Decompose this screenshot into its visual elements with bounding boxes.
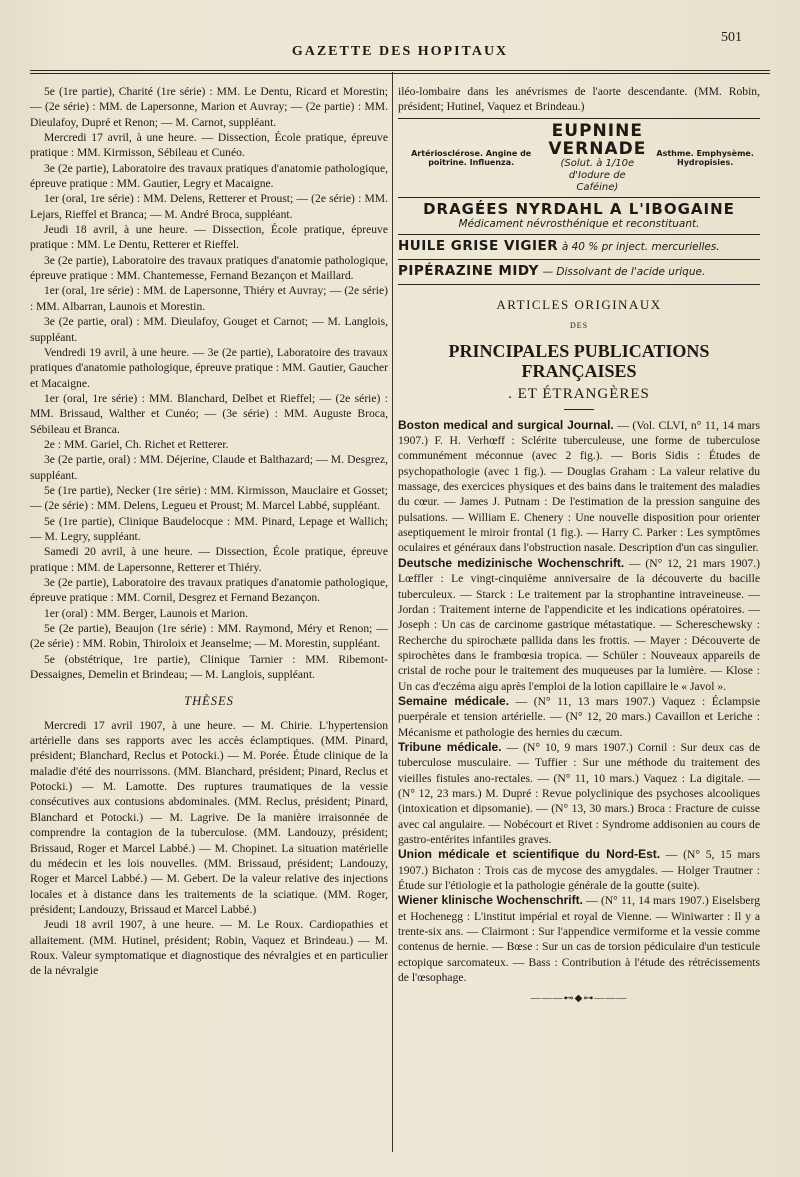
ad-dragees-brand: DRAGÉES NYRDAHL A L'IBOGAINE [423, 199, 735, 218]
schedule-paragraph: 1er (oral) : MM. Berger, Launois et Marion. [44, 606, 249, 620]
schedule-paragraph: 1er (oral, 1re série) : MM. Delens, Retterer et Proust; — (2e série) : MM. Lejars, Rieffel et Branca; — M. André Broca, suppléant. [30, 192, 388, 221]
publication-entry [398, 847, 760, 893]
section-heading [398, 297, 760, 410]
ad-eupnine-brand: EUPNINE VERNADE [548, 120, 647, 159]
schedule-paragraph: 3e (2e partie, oral) : MM. Dieulafoy, Gouget et Carnot; — M. Langlois, suppléant. [30, 315, 388, 344]
header-rule [30, 70, 770, 71]
schedule-paragraph: 5e (1re partie), Charité (1re série) : MM. Le Dentu, Ricard et Morestin; — (2e série) : MM. de Lapersonne, Marion et Auvray; — (2e partie) : MM. Dieulafoy, Dupré et Renon; — M. Carnot, suppléant. [30, 85, 388, 129]
journal-name: Wiener klinische Wochenschrift. [398, 893, 583, 908]
schedule-paragraph: 3e (2e partie), Laboratoire des travaux pratiques d'anatomie pathologique, épreuve pratique : MM. Chantemesse, Fernand Bezançon et Maillard. [30, 253, 388, 283]
schedule-paragraph: Mercredi 17 avril, à une heure. — Dissection, École pratique, épreuve pratique : MM. Kirmisson, Sébileau et Cunéo. [30, 131, 388, 160]
schedule-paragraph: Vendredi 19 avril, à une heure. — 3e (2e partie), Laboratoire des travaux pratiques d'anatomie pathologique, épreuve pratique : MM. Gautier, Gaucher et Macaigne. [30, 345, 388, 390]
end-ornament: ———⊷◆⊶——— [530, 993, 628, 1005]
page-header [40, 30, 760, 66]
ad-divider [398, 197, 760, 198]
header-rule-2 [30, 73, 770, 74]
ad-dragees [398, 201, 760, 231]
section-divider [564, 409, 594, 410]
section-line-1: ARTICLES ORIGINAUX [496, 296, 662, 312]
ad-divider [398, 284, 760, 285]
entry-text: — (N° 11, 13 mars 1907.) Vaquez : Éclampsie puerpérale et tension artérielle. — (N° 12, 20 mars.) Cavaillon et Leriche : Mécanisme et pathologie des hernies du cæcum. [398, 694, 761, 739]
publication-entry [398, 556, 760, 694]
publication-list [398, 418, 760, 986]
thesis-paragraph: Jeudi 18 avril 1907, à une heure. — M. Le Roux. Cardiopathies et allaitement. (MM. Hutinel, président; Robin, Vaquez et Brindeau.) — M. Roux. Valeur symptomatique et diagnostique des névralgies et en particulier de la névralgie [30, 918, 388, 978]
left-column [30, 84, 388, 979]
journal-name: Union médicale et scientifique du Nord-Est. [398, 847, 661, 862]
ad-huile-brand: HUILE GRISE VIGIER [398, 237, 559, 254]
section-line-3: PRINCIPALES PUBLICATIONS FRANÇAISES [448, 341, 710, 382]
page-number: 501 [721, 30, 742, 45]
theses-list [30, 718, 388, 979]
thesis-paragraph: Mercredi 17 avril 1907, à une heure. — M. Chirie. L'hypertension artérielle dans ses rapports avec les accès éclamptiques. (MM. Pinard, président; Blanchard, Reclus et Potocki.) — M. Porée. Étude clinique de la maladie d'été des nourrissons. (MM. Blanchard, président; Pinard, Reclus et Potocki.) — M. Lamotte. Des ruptures traumatiques de la vessie consécutives aux contusions abdominales. (MM. Reclus, président; Pinard, Blanchard et Potocki.) — M. Lagrive. De la manière irraisonnée de comprendre la contagion de la tuberculose. (MM. Landouzy, président; Brissaud, Roger et Marcel Labbé.) — M. Chopinet. La situation matérielle du médecin et les lois nouvelles. (MM. Brissaud, président; Landouzy, Roger et Marcel Labbé.) — M. Gebert. De la valeur relative des injections locales et à distance dans les traitements de la sciatique. (MM. Roger, président; Landouzy, Brissaud et Marcel Labbé.) [30, 718, 388, 916]
schedule-paragraph: 2e : MM. Gariel, Ch. Richet et Retterer. [44, 437, 229, 451]
entry-text: — (N° 10, 9 mars 1907.) Cornil : Sur deux cas de tuberculose musculaire. — Tuffier : Sur une méthode du traitement des vieilles fistules ano-rectales. — (N° 11, 10 mars.) Vaquez : La digitale. — (N° 12, 23 mars.) M. Dupré : Revue polyclinique des psychoses alcooliques (intoxication et dipsomanie). — (N° 13, 30 mars.) Broca : Fracture de cuisse avec cal angulaire. — Nobécourt et Rivet : Syndrome addisonien au cours de gastro-entérites infantiles graves. [398, 740, 760, 846]
schedule-paragraph: 5e (1re partie), Necker (1re série) : MM. Kirmisson, Mauclaire et Gosset; — (2e série) : MM. Delens, Legueu et Proust; M. Marcel Labbé, suppléant. [30, 483, 388, 513]
ad-divider [398, 118, 760, 119]
publication-entry [398, 694, 760, 740]
section-line-2: DES [569, 321, 589, 331]
entry-text: — (N° 11, 14 mars 1907.) Eiselsberg et Hochenegg : L'institut impérial et royal de Vienne. — Winiwarter : Il y a trente-six ans. — Clairmont : Sur l'appendice vermiforme et la vessie comme contenus de hernie. — Bœse : Sur un cas de torsion pédiculaire d'un testicule ectopique sarcomateux. — Bass : Contribution à l'étude des rétrécissements de l'œsophage. [398, 894, 760, 985]
schedule-paragraph: 1er (oral, 1re série) : MM. de Lapersonne, Thiéry et Auvray; — (2e série) : MM. Albarran, Launois et Morestin. [30, 284, 388, 313]
exam-schedule [30, 84, 388, 682]
ad-divider [398, 259, 760, 260]
journal-name: Boston medical and surgical Journal. [398, 417, 614, 432]
continued-text: iléo-lombaire dans les anévrismes de l'aorte descendante. (MM. Robin, président; Hutinel, Vaquez et Brindeau.) [398, 85, 760, 114]
right-column [398, 84, 760, 1007]
schedule-paragraph: 5e (1re partie), Clinique Baudelocque : MM. Pinard, Lepage et Wallich; — M. Legry, suppléant. [30, 514, 388, 543]
ad-huile-sub: à 40 % pr inject. mercurielles. [561, 240, 720, 253]
schedule-paragraph: Jeudi 18 avril, à une heure. — Dissection, École pratique, épreuve pratique : MM. Le Dentu, Retterer et Rieffel. [30, 223, 388, 252]
column-divider [392, 72, 393, 1152]
journal-name: Tribune médicale. [398, 739, 502, 754]
ad-piperazine [398, 263, 760, 281]
schedule-paragraph: 5e (obstétrique, 1re partie), Clinique Tarnier : MM. Ribemont-Dessaignes, Demelin et Brindeau; — M. Langlois, suppléant. [30, 652, 388, 682]
publication-entry [398, 893, 760, 985]
schedule-paragraph: 3e (2e partie), Laboratoire des travaux pratiques d'anatomie pathologique, épreuve pratique : MM. Cornil, Desgrez et Fernand Bezançon. [30, 576, 388, 605]
schedule-paragraph: Samedi 20 avril, à une heure. — Dissection, École pratique, épreuve pratique : MM. de Lapersonne, Retterer et Thiéry. [30, 545, 388, 574]
journal-name: Deutsche medizinische Wochenschrift. [398, 555, 625, 570]
ad-eupnine [398, 122, 760, 194]
journal-title: GAZETTE DES HOPITAUX [291, 44, 509, 59]
entry-text: — (Vol. CLVI, n° 11, 14 mars 1907.) F. H. Verhœff : Sclérite tuberculeuse, une forme de tuberculose communément méconnue (avec 2 fig.). — Boris Sidis : Études de psychopathologie (avec 1 fig.). — Douglas Graham : La valeur relative du massage, des exercices physiques et des bains dans le traitement des maladies du cœur. — James J. Putnam : De l'estimation de la pression sanguine des pulsations. — William E. Chenery : Une nouvelle disposition pour orienter aseptiquement le miroir frontal (1 fig.). — Harry C. Parker : Les symptômes oculaires et généraux dans l'obstruction nasale. Description d'un cas singulier. [398, 418, 761, 555]
ad-huile [398, 238, 760, 256]
ad-dragees-sub: Médicament névrosthénique et reconstituant. [458, 217, 700, 230]
publication-entry [398, 740, 760, 847]
theses-heading: THÈSES [184, 694, 234, 709]
publication-entry [398, 418, 760, 556]
entry-text: — (N° 12, 21 mars 1907.) Lœffler : Le vingt-cinquième anniversaire de la découverte du bacille tuberculeux. — Starck : Le traitement par la strophantine intraveineuse. — Jordan : Traitement interne de l'appendicite et les indications opératoires. — Joseph : Un cas de carcinome gastrique métastatique. — Schereschewsky : Recherche du spirochæte pallida dans les frottis. — Mayer : Découverte de spirochètes dans le frambœsia tropica. — Schüler : Nouveaux appareils de cristal de roche pour le traitement des muqueuses par la lumière. — Klose : Un cas d'eczéma aigu après l'emploi de la lotion capillaire le « Javol ». [398, 556, 760, 693]
ad-eupnine-right: Asthme. Emphysème. Hydropisies. [656, 148, 754, 167]
schedule-paragraph: 5e (2e partie), Beaujon (1re série) : MM. Raymond, Méry et Renon; — (2e série) : MM. Robin, Thiroloix et Jeanselme; — M. Morestin, suppléant. [30, 622, 388, 651]
entry-text: — (N° 5, 15 mars 1907.) Bichaton : Trois cas de mycose des amygdales. — Holger Trautner : Étude sur l'étiologie et la pathologie générale de la goutte (suite). [398, 848, 760, 893]
ad-eupnine-left: Artériosclérose. Angine de poitrine. Influenza. [411, 148, 532, 167]
section-line-4: . ET ÉTRANGÈRES [508, 386, 650, 403]
ad-piperazine-brand: PIPÉRAZINE MIDY [398, 262, 539, 279]
ad-divider [398, 234, 760, 235]
schedule-paragraph: 3e (2e partie), Laboratoire des travaux pratiques d'anatomie pathologique, épreuve pratique : MM. Gautier, Legry et Macaigne. [30, 161, 388, 191]
schedule-paragraph: 1er (oral, 1re série) : MM. Blanchard, Delbet et Rieffel; — (2e série) : MM. Brissaud, Walther et Cunéo; — (3e série) : MM. Auguste Broca, Sébileau et Branca. [30, 391, 388, 436]
journal-name: Semaine médicale. [398, 693, 510, 708]
ad-piperazine-sub: — Dissolvant de l'acide urique. [542, 265, 706, 278]
ad-eupnine-sub: (Solut. à 1/10e d'Iodure de Caféine) [560, 157, 635, 193]
schedule-paragraph: 3e (2e partie, oral) : MM. Déjerine, Claude et Balthazard; — M. Desgrez, suppléant. [30, 453, 388, 482]
